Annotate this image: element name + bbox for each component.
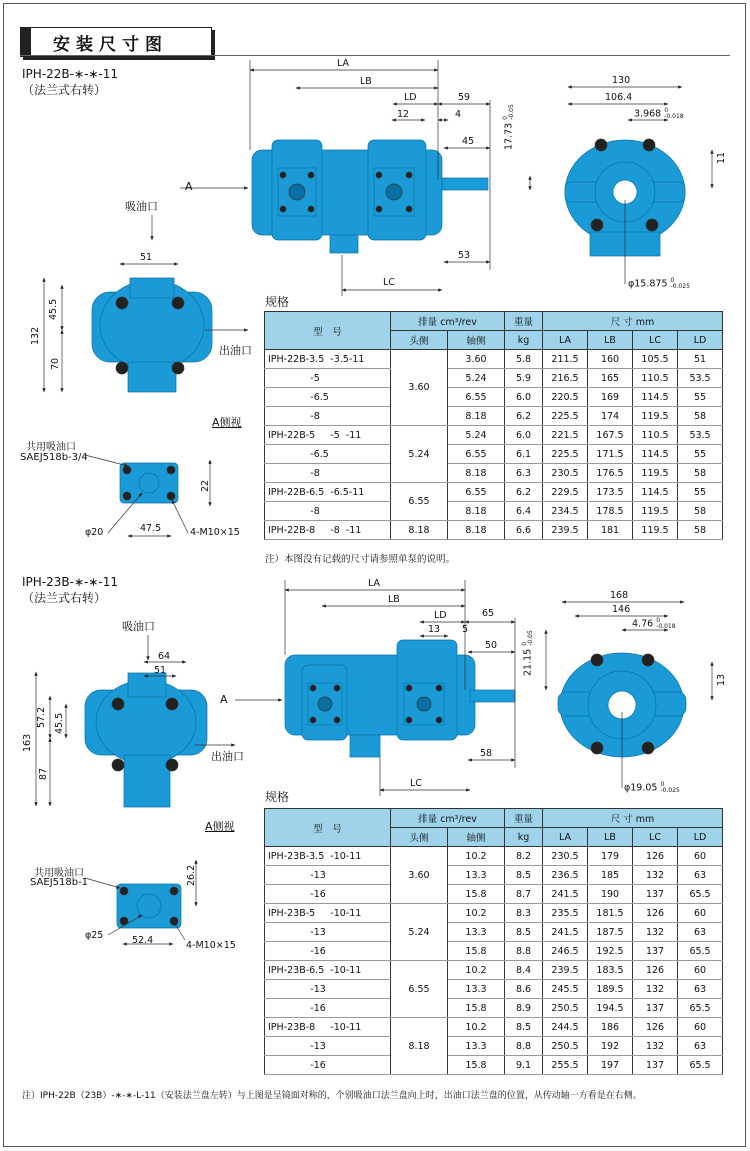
th2-lb: LB [588, 828, 633, 847]
table-cell: 246.5 [543, 942, 588, 961]
table-cell: 65.5 [678, 999, 723, 1018]
table-cell: -13 [265, 1037, 391, 1056]
table-cell: -16 [265, 942, 391, 961]
table-cell: 8.18 [448, 502, 505, 521]
table-cell: 8.5 [505, 1018, 543, 1037]
th-weight: 重量 [505, 312, 543, 331]
flange2-view [117, 884, 181, 928]
th2-shaft: 轴侧 [448, 828, 505, 847]
table-cell: 114.5 [633, 445, 678, 464]
s2-dim-50: 50 [485, 640, 498, 651]
table-cell: 132 [633, 923, 678, 942]
s1-dim-shaft [628, 278, 690, 290]
table-cell: 235.5 [543, 904, 588, 923]
th-model: 型 号 [265, 312, 391, 350]
table-cell-head-disp: 5.24 [391, 426, 448, 483]
table-cell: 8.2 [505, 847, 543, 866]
table-cell: 192.5 [588, 942, 633, 961]
table-row [265, 961, 723, 980]
s2-spec-label: 规格 [265, 790, 290, 804]
table-cell: 63 [678, 980, 723, 999]
s1-dim-45: 45 [462, 136, 475, 147]
table-cell: 8.8 [505, 1037, 543, 1056]
s2-dim-la: LA [368, 578, 381, 589]
table-cell: 8.6 [505, 980, 543, 999]
table-cell: 65.5 [678, 942, 723, 961]
s2-suction-label: 吸油口 [122, 620, 155, 633]
table-cell: -5 [265, 369, 391, 388]
table-cell: 63 [678, 866, 723, 885]
s1-dim-shaft-tol: 0 -0.025 [670, 277, 690, 290]
s1-dim-130: 130 [612, 75, 631, 86]
s1-dim-1773-tol: 0 -0.05 [502, 104, 515, 120]
s1-dim-59: 59 [458, 92, 471, 103]
table-cell: -6.5 [265, 388, 391, 407]
table-cell: 194.5 [588, 999, 633, 1018]
table-cell: 189.5 [588, 980, 633, 999]
table-cell: 53.5 [678, 369, 723, 388]
s2-dim-51: 51 [154, 665, 167, 676]
s2-dim-524: 52.4 [132, 935, 154, 946]
s2-dim-163: 163 [22, 733, 33, 752]
table-cell: 105.5 [633, 350, 678, 369]
table-row [265, 1056, 723, 1075]
table-row [265, 369, 723, 388]
table-cell: 221.5 [543, 426, 588, 445]
table-cell: 137 [633, 1056, 678, 1075]
table-cell: 63 [678, 1037, 723, 1056]
table-cell: -16 [265, 999, 391, 1018]
table-cell: 58 [678, 407, 723, 426]
table-row [265, 980, 723, 999]
table-cell: 15.8 [448, 942, 505, 961]
table-cell: 114.5 [633, 483, 678, 502]
table-cell: 250.5 [543, 999, 588, 1018]
s2-dim-455: 45.5 [54, 712, 65, 734]
table-row [265, 426, 723, 445]
s2-dim-476-val: 4.76 [632, 618, 654, 630]
table-cell: 225.5 [543, 407, 588, 426]
table-cell: IPH-22B-5 -5 -11 [265, 426, 391, 445]
s2-dim-2115 [522, 630, 534, 676]
s2-dim-lc: LC [410, 778, 422, 789]
table-cell: 216.5 [543, 369, 588, 388]
table-row [265, 502, 723, 521]
s1-dim-ld: LD [404, 92, 417, 103]
s1-dim-3968-tol: 0 -0.018 [664, 107, 684, 120]
table-cell: IPH-22B-3.5 -3.5-11 [265, 350, 391, 369]
table-cell: IPH-22B-8 -8 -11 [265, 521, 391, 540]
table-cell: 8.9 [505, 999, 543, 1018]
table-cell: 185 [588, 866, 633, 885]
table-cell: 9.1 [505, 1056, 543, 1075]
table-cell: 211.5 [543, 350, 588, 369]
table-cell: 171.5 [588, 445, 633, 464]
s2-dim-25: φ25 [85, 930, 104, 941]
table-cell: 6.6 [505, 521, 543, 540]
th2-weight: 重量 [505, 809, 543, 828]
table-cell: 190 [588, 885, 633, 904]
table-cell: 167.5 [588, 426, 633, 445]
table-cell: 220.5 [543, 388, 588, 407]
s2-dim-shaft-tol: 0 -0.025 [660, 781, 680, 794]
table-cell: 10.2 [448, 1018, 505, 1037]
th-kg: kg [505, 331, 543, 350]
s1-dim-455: 45.5 [48, 298, 59, 320]
table-row [265, 350, 723, 369]
th2-kg: kg [505, 828, 543, 847]
table-cell: 6.0 [505, 388, 543, 407]
s2-dim-ld: LD [434, 610, 447, 621]
th-lb: LB [588, 331, 633, 350]
s1-dim-3968-val: 3.968 [634, 108, 662, 120]
table-cell: 126 [633, 961, 678, 980]
table-row [265, 1037, 723, 1056]
table-cell: 236.5 [543, 866, 588, 885]
th-disp: 排量 cm³/rev [391, 312, 505, 331]
s2-flange-title: 共用吸油口 [34, 868, 84, 879]
table-cell: 173.5 [588, 483, 633, 502]
s1-dim-1064: 106.4 [605, 92, 633, 103]
table-cell: 174 [588, 407, 633, 426]
s1-dim-51: 51 [140, 252, 153, 263]
table-cell: IPH-23B-3.5 -10-11 [265, 847, 391, 866]
table-cell: 241.5 [543, 923, 588, 942]
s2-dim-58: 58 [480, 748, 493, 759]
table-cell: 245.5 [543, 980, 588, 999]
table-cell: 110.5 [633, 369, 678, 388]
s2-port-a: A [220, 693, 228, 706]
table-cell: 60 [678, 961, 723, 980]
table-cell: 55 [678, 483, 723, 502]
s1-dim-22: 22 [200, 479, 211, 492]
table-cell: 110.5 [633, 426, 678, 445]
s2-dim-146: 146 [612, 604, 631, 615]
table-cell: 244.5 [543, 1018, 588, 1037]
table-cell: 5.9 [505, 369, 543, 388]
s1-port-a: A [185, 180, 193, 193]
table-cell-head-disp: 6.55 [391, 961, 448, 1018]
table-cell: 132 [633, 866, 678, 885]
table-cell: 6.2 [505, 407, 543, 426]
th2-lc: LC [633, 828, 678, 847]
table-cell: 6.55 [448, 445, 505, 464]
s1-dim-12: 12 [397, 109, 410, 120]
table-cell: 8.18 [448, 521, 505, 540]
s2-dim-shaft-val: φ19.05 [624, 782, 658, 794]
table-cell: -13 [265, 923, 391, 942]
section1-subtitle: （法兰式右转） [22, 83, 107, 97]
table-cell: 165 [588, 369, 633, 388]
table-cell: 6.55 [448, 388, 505, 407]
table-cell: 6.0 [505, 426, 543, 445]
table-cell: 114.5 [633, 388, 678, 407]
table-cell: 126 [633, 1018, 678, 1037]
th-head: 头侧 [391, 331, 448, 350]
table-cell: 239.5 [543, 521, 588, 540]
table-cell: -13 [265, 980, 391, 999]
table-cell: 8.8 [505, 942, 543, 961]
table-cell: -16 [265, 885, 391, 904]
table-cell: 58 [678, 464, 723, 483]
table-cell: 13.3 [448, 980, 505, 999]
table-cell: -8 [265, 502, 391, 521]
table-cell: 179 [588, 847, 633, 866]
table-cell: 65.5 [678, 1056, 723, 1075]
table-cell: 55 [678, 388, 723, 407]
table-cell: 192 [588, 1037, 633, 1056]
table-cell: 10.2 [448, 961, 505, 980]
table-row [265, 866, 723, 885]
s2-dim-13b: 13 [716, 673, 727, 686]
s1-dim-1773-val: 17.73 [503, 122, 515, 150]
table-row [265, 999, 723, 1018]
s2-aside-label: A侧视 [205, 820, 235, 833]
table-cell: 3.60 [448, 350, 505, 369]
spec-table-2 [264, 808, 723, 1075]
table-cell: 183.5 [588, 961, 633, 980]
s2-flange-code: SAEJ518b-1 [30, 877, 89, 888]
s1-spec-label: 规格 [265, 295, 290, 309]
s2-dim-lb: LB [388, 594, 400, 605]
th2-size: 尺 寸 mm [543, 809, 723, 828]
table-cell: 181 [588, 521, 633, 540]
s1-dim-53: 53 [458, 250, 471, 261]
table-cell: 6.1 [505, 445, 543, 464]
table-cell: 119.5 [633, 407, 678, 426]
s1-flange-title: 共用吸油口 [26, 442, 76, 453]
s1-aside-label: A侧视 [212, 416, 242, 429]
th-size: 尺 寸 mm [543, 312, 723, 331]
s2-dim-65: 65 [482, 608, 495, 619]
pump2-side-view [285, 640, 515, 757]
table-cell: 15.8 [448, 885, 505, 904]
s2-dim-572: 57.2 [36, 706, 47, 728]
table-row [265, 388, 723, 407]
flange1-view [120, 463, 178, 503]
table-row [265, 923, 723, 942]
table-cell: 197 [588, 1056, 633, 1075]
table-cell: 126 [633, 847, 678, 866]
table-cell: 51 [678, 350, 723, 369]
table-cell: 250.5 [543, 1037, 588, 1056]
table-cell: 63 [678, 923, 723, 942]
s1-dim-3968 [634, 108, 684, 120]
s1-dim-70: 70 [50, 357, 61, 370]
table-cell: 15.8 [448, 999, 505, 1018]
th-lc: LC [633, 331, 678, 350]
s1-dim-132: 132 [30, 326, 41, 345]
table-cell: 6.4 [505, 502, 543, 521]
th2-model: 型 号 [265, 809, 391, 847]
s2-dim-476-tol: 0 -0.018 [656, 617, 676, 630]
table-row [265, 904, 723, 923]
table-cell: 8.5 [505, 923, 543, 942]
section1-model-name: IPH-22B-∗-∗-11 [22, 67, 118, 81]
table-cell: 119.5 [633, 502, 678, 521]
th2-head: 头侧 [391, 828, 448, 847]
table-cell: 8.4 [505, 961, 543, 980]
table-cell: 178.5 [588, 502, 633, 521]
table-cell: 60 [678, 1018, 723, 1037]
s1-flange-code: SAEJ518b-3/4 [20, 452, 88, 463]
table-cell: 176.5 [588, 464, 633, 483]
table-row [265, 407, 723, 426]
table-cell: 58 [678, 502, 723, 521]
table-cell: -8 [265, 464, 391, 483]
table-cell: IPH-23B-6.5 -10-11 [265, 961, 391, 980]
table-cell: 119.5 [633, 464, 678, 483]
s1-dim-11: 11 [716, 151, 727, 164]
table-cell: 65.5 [678, 885, 723, 904]
s2-dim-168: 168 [610, 590, 629, 601]
s2-dim-2115-val: 21.15 [522, 648, 534, 676]
table-cell: 8.3 [505, 904, 543, 923]
s1-dim-shaft-val: φ15.875 [628, 278, 668, 290]
table-cell: 230.5 [543, 847, 588, 866]
table-cell: 5.24 [448, 369, 505, 388]
table-cell: 225.5 [543, 445, 588, 464]
s2-dim-13: 13 [428, 624, 441, 635]
s2-dim-262: 26.2 [186, 864, 197, 886]
table-cell: 55 [678, 445, 723, 464]
table-cell: IPH-23B-8 -10-11 [265, 1018, 391, 1037]
s1-dim-bolts: 4-M10×15 [190, 527, 240, 538]
table-cell-head-disp: 8.18 [391, 1018, 448, 1075]
s2-dim-bolts: 4-M10×15 [186, 940, 236, 951]
table-row [265, 847, 723, 866]
table-row [265, 942, 723, 961]
table-cell: 8.18 [448, 407, 505, 426]
table-cell-head-disp: 3.60 [391, 350, 448, 426]
table-cell: 10.2 [448, 904, 505, 923]
spec-table-1 [264, 311, 723, 540]
table-cell: 60 [678, 847, 723, 866]
table-cell: 60 [678, 904, 723, 923]
pump2-end-view [85, 673, 207, 807]
s1-dim-lc: LC [383, 277, 395, 288]
table-cell: 10.2 [448, 847, 505, 866]
s2-dim-64: 64 [158, 651, 171, 662]
table-cell: 169 [588, 388, 633, 407]
table-cell: 137 [633, 942, 678, 961]
s1-suction-label: 吸油口 [125, 200, 158, 213]
s1-dim-20: φ20 [85, 527, 104, 538]
s2-dim-shaft [624, 782, 680, 794]
th2-ld: LD [678, 828, 723, 847]
s2-dim-2115-tol: 0 -0.05 [521, 630, 534, 646]
table-cell: 137 [633, 885, 678, 904]
table-cell: 5.8 [505, 350, 543, 369]
table-cell: IPH-22B-6.5 -6.5-11 [265, 483, 391, 502]
note2: 注）IPH-22B（23B）-∗-∗-L-11（安装法兰盘左转）与上图是呈镜面对称的，个别吸油口法兰盘向上时，出油口法兰盘的位置，从传动轴一方看是在右侧。 [22, 1091, 642, 1101]
table-cell: 229.5 [543, 483, 588, 502]
section2-model-name: IPH-23B-∗-∗-11 [22, 575, 118, 589]
table-cell-head-disp: 8.18 [391, 521, 448, 540]
table-cell: 255.5 [543, 1056, 588, 1075]
table-cell: 181.5 [588, 904, 633, 923]
pump1-side-view [252, 140, 488, 253]
section2-subtitle: （法兰式右转） [22, 591, 107, 605]
table-cell: 126 [633, 904, 678, 923]
table-cell: 187.5 [588, 923, 633, 942]
s1-dim-la: LA [337, 58, 350, 69]
table-cell: 160 [588, 350, 633, 369]
note1: 注）本图没有记载的尺寸请参照单泵的说明。 [265, 554, 456, 565]
table-cell: 13.3 [448, 1037, 505, 1056]
section2-model [22, 574, 118, 606]
table-cell: 119.5 [633, 521, 678, 540]
table-cell: 13.3 [448, 866, 505, 885]
table-row [265, 445, 723, 464]
s1-dim-4: 4 [455, 109, 462, 120]
table-cell: 8.7 [505, 885, 543, 904]
page-title: 安装尺寸图 [53, 34, 168, 55]
table-cell: 239.5 [543, 961, 588, 980]
table-row [265, 521, 723, 540]
table-cell: 132 [633, 980, 678, 999]
s2-discharge-label: 出油口 [211, 750, 244, 763]
table-row [265, 885, 723, 904]
s1-dim-lb: LB [360, 76, 372, 87]
table-cell: 6.3 [505, 464, 543, 483]
table-cell-head-disp: 5.24 [391, 904, 448, 961]
table-cell: IPH-23B-5 -10-11 [265, 904, 391, 923]
table-cell: 8.5 [505, 866, 543, 885]
table-cell: -13 [265, 866, 391, 885]
s2-dim-87: 87 [38, 767, 49, 780]
table-cell: 241.5 [543, 885, 588, 904]
table-cell: 186 [588, 1018, 633, 1037]
table-row [265, 1018, 723, 1037]
table-cell: 8.18 [448, 464, 505, 483]
th-ld: LD [678, 331, 723, 350]
th-la: LA [543, 331, 588, 350]
table-row [265, 483, 723, 502]
s2-dim-5: 5 [462, 624, 469, 635]
table-cell: 132 [633, 1037, 678, 1056]
table-cell: 6.55 [448, 483, 505, 502]
table-cell: 53.5 [678, 426, 723, 445]
s1-dim-475: 47.5 [140, 523, 162, 534]
s1-dim-1773 [503, 104, 515, 150]
table-cell: 137 [633, 999, 678, 1018]
table-cell: 230.5 [543, 464, 588, 483]
s2-dim-476 [632, 618, 676, 630]
table-cell: 15.8 [448, 1056, 505, 1075]
table-cell: -16 [265, 1056, 391, 1075]
table-cell: -8 [265, 407, 391, 426]
pump1-end-view [92, 278, 212, 392]
table-cell: 6.2 [505, 483, 543, 502]
table-cell: -6.5 [265, 445, 391, 464]
table-row [265, 464, 723, 483]
table-cell-head-disp: 6.55 [391, 483, 448, 521]
th2-disp: 排量 cm³/rev [391, 809, 505, 828]
th2-la: LA [543, 828, 588, 847]
table-cell: 234.5 [543, 502, 588, 521]
table-cell: 13.3 [448, 923, 505, 942]
table-cell-head-disp: 3.60 [391, 847, 448, 904]
th-shaft: 轴侧 [448, 331, 505, 350]
table-cell: 58 [678, 521, 723, 540]
table-cell: 5.24 [448, 426, 505, 445]
s1-discharge-label: 出油口 [219, 344, 252, 357]
